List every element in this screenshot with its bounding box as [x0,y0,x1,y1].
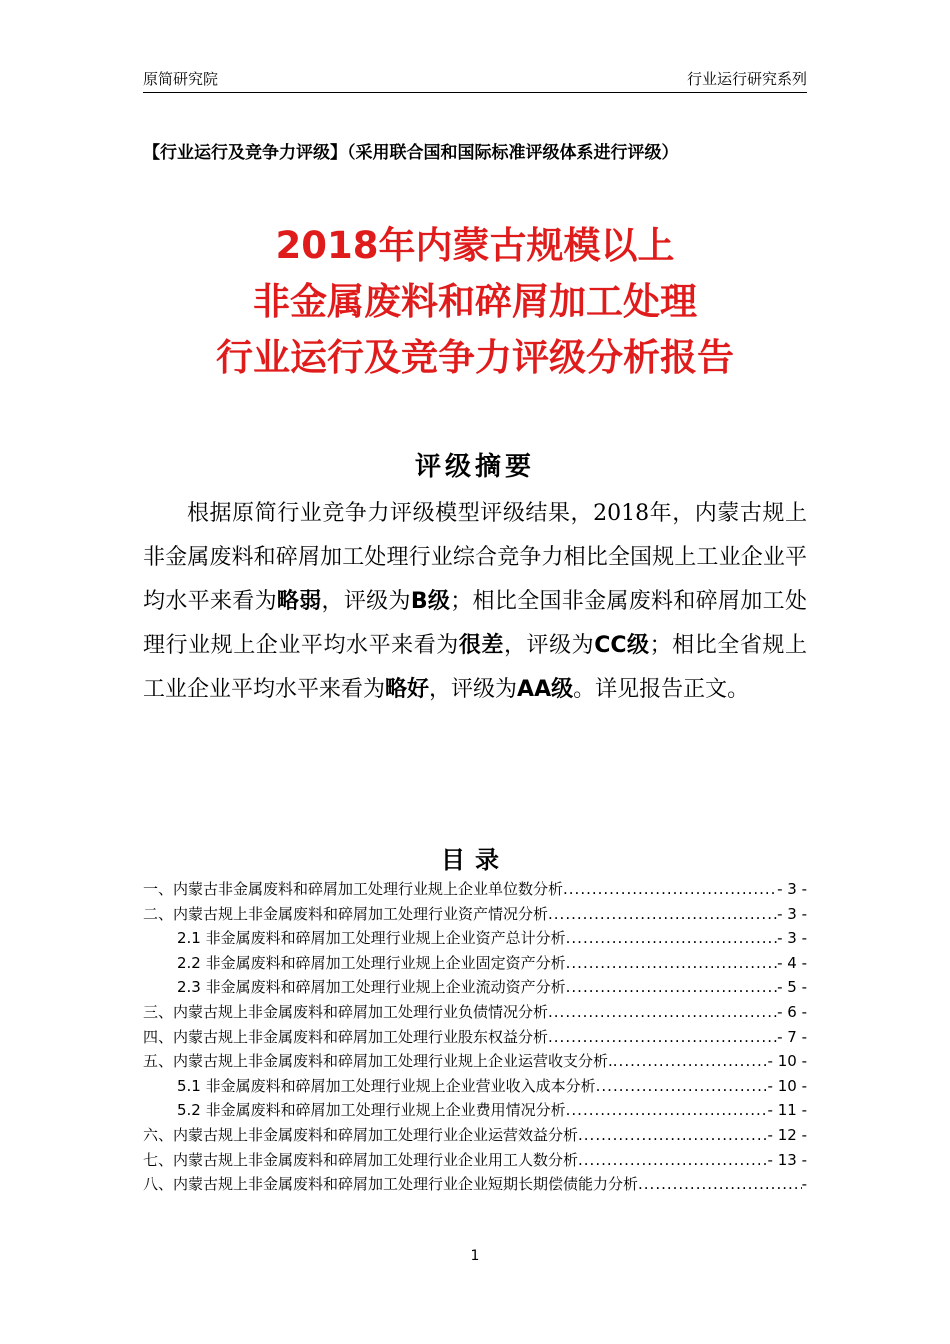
rating-term-industry: 很差 [458,633,504,658]
summary-text: ，评级为 [321,589,411,614]
toc-subitem[interactable]: 2.3 非金属废料和碎屑加工处理行业规上企业流动资产分析 ..... - 5 - [143,976,807,1001]
report-title [143,218,807,386]
rating-grade-industry: CC级 [594,633,650,658]
summary-heading: 评级摘要 [414,452,535,482]
summary-text: ；相比全省规上工业企业平均水平来看为 [143,633,807,702]
summary-text: ，评级为 [503,633,595,658]
toc-item[interactable]: 六、内蒙古规上非金属废料和碎屑加工处理行业企业运营效益分析 ..... - 12 - [143,1124,807,1149]
summary-text: 。详见报告正文。 [573,677,750,702]
rating-term-province: 略好 [385,677,430,702]
toc-item[interactable]: 二、内蒙古规上非金属废料和碎屑加工处理行业资产情况分析 ..... - 3 - [143,903,807,928]
table-of-contents [143,878,807,1198]
summary-paragraph [143,492,807,712]
rating-grade-province: AA级 [517,677,574,702]
toc-subitem[interactable]: 5.1 非金属废料和碎屑加工处理行业规上企业营业收入成本分析 ..... - 10 - [143,1075,807,1100]
toc-item[interactable]: 八、内蒙古规上非金属废料和碎屑加工处理行业企业短期长期偿债能力分析 ..... - [143,1173,807,1198]
header-organization: 原简研究院 [143,70,219,88]
summary-text: ，评级为 [429,677,518,702]
toc-subitem[interactable]: 2.1 非金属废料和碎屑加工处理行业规上企业资产总计分析 ..... - 3 - [143,927,807,952]
toc-item[interactable]: 七、内蒙古规上非金属废料和碎屑加工处理行业企业用工人数分析 ..... - 13 - [143,1149,807,1174]
rating-term-national: 略弱 [276,589,322,614]
summary-text: 根据原简行业竞争力评级模型评级结果，2018年，内蒙古规上非金属废料和碎屑加工处理行业综合竞争力相比全国规上工业企业平均水平来看为 [143,501,807,614]
toc-subitem[interactable]: 5.2 非金属废料和碎屑加工处理行业规上企业费用情况分析 ..... - 11 - [143,1099,807,1124]
report-subtitle: 【行业运行及竞争力评级】（采用联合国和国际标准评级体系进行评级） [143,143,679,163]
header-divider [143,92,807,93]
title-line-3: 行业运行及竞争力评级分析报告 [216,336,734,379]
rating-grade-national: B级 [410,589,451,614]
toc-item[interactable]: 四、内蒙古规上非金属废料和碎屑加工处理行业股东权益分析 ..... - 7 - [143,1026,807,1051]
toc-subitem[interactable]: 2.2 非金属废料和碎屑加工处理行业规上企业固定资产分析 ..... - 4 - [143,952,807,977]
toc-item[interactable]: 一、内蒙古非金属废料和碎屑加工处理行业规上企业单位数分析 ..... - 3 - [143,878,807,903]
summary-text: ；相比全国非金属废料和碎屑加工处理行业规上企业平均水平来看为 [143,589,807,658]
title-line-1: 2018年内蒙古规模以上 [275,224,675,267]
header-series: 行业运行研究系列 [686,70,807,88]
toc-item[interactable]: 五、内蒙古规上非金属废料和碎屑加工处理行业规上企业运营收支分析. ..... - 10 - [143,1050,807,1075]
toc-heading: 目录 [441,846,509,874]
page-number: 1 [470,1248,480,1264]
title-line-2: 非金属废料和碎屑加工处理 [253,280,697,323]
toc-item[interactable]: 三、内蒙古规上非金属废料和碎屑加工处理行业负债情况分析 ..... - 6 - [143,1001,807,1026]
